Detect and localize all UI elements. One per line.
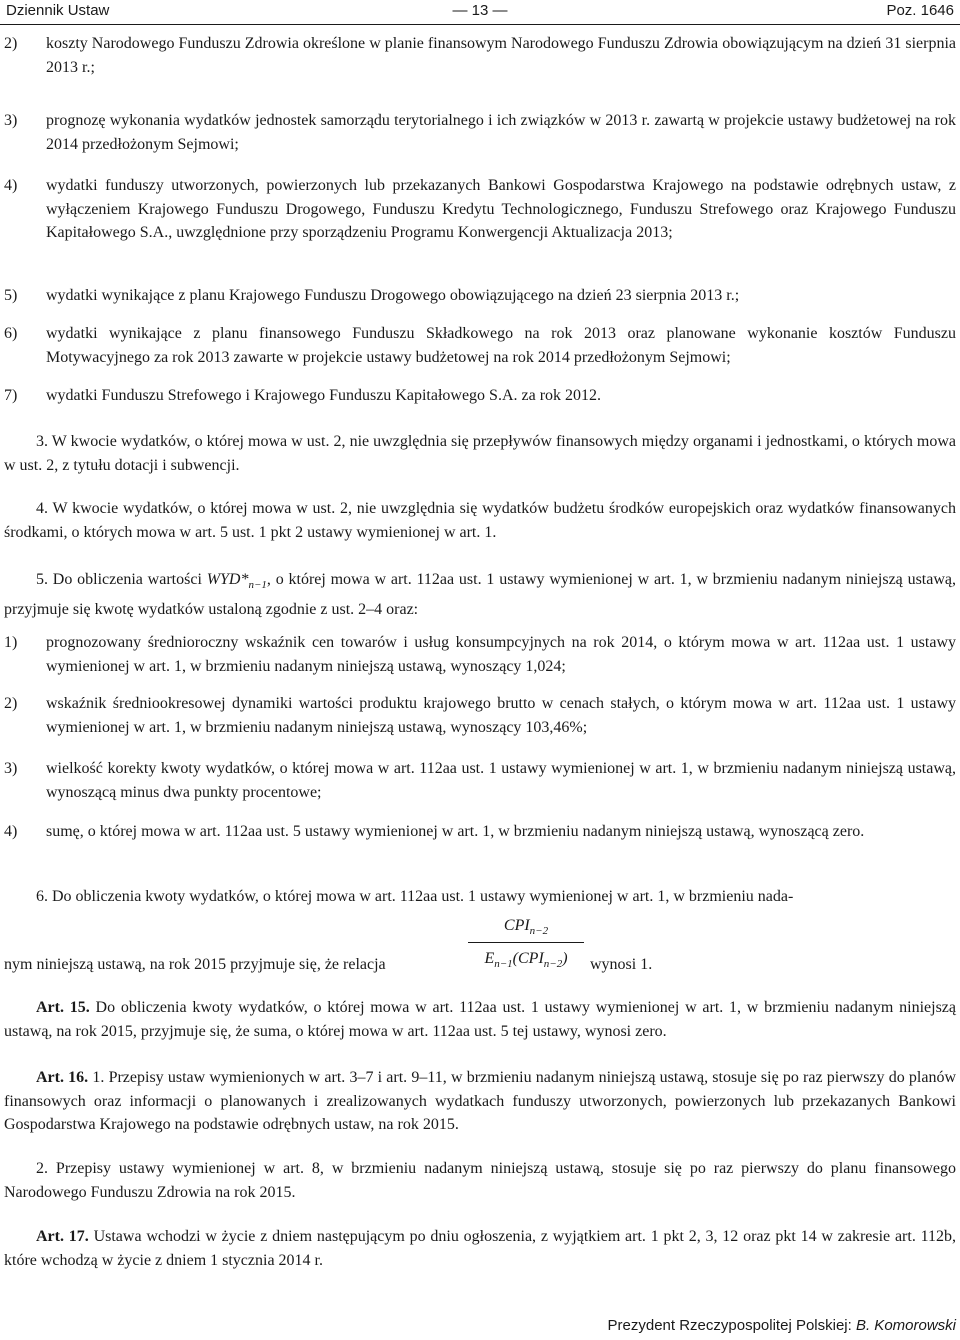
list-item-text: wielkość korekty kwoty wydatków, o której mowa w art. 112aa ust. 1 ustawy wymienionej w art. 1, w brzmieniu nadanym niniejszą ustawą, wynoszącą minus dwa punkty procentowe; — [46, 760, 956, 801]
signature — [608, 1316, 956, 1336]
formula-denominator: $E_{n-1}(CPI_{n-2})$ — [484, 950, 568, 971]
list-item — [4, 322, 956, 369]
list-item-number: 5) — [4, 287, 18, 304]
list-item-number: 2) — [4, 695, 18, 712]
list-item-text: wydatki funduszy utworzonych, powierzonych lub przekazanych Bankowi Gospodarstwa Krajowego na podstawie odrębnych ustaw, z wyłączeniem Krajowego Funduszu Drogowego, Funduszu Kredytu Technologicznego, Funduszu Strefowego oraz Krajowego Funduszu Kapitałowego S.A., uwzględnione przy sporządzeniu Programu Konwergencji Aktualizacja 2013; — [46, 177, 956, 241]
list-item-text: prognozowany średnioroczny wskaźnik cen towarów i usług konsumpcyjnych na rok 2014, o którym mowa w art. 112aa ust. 1 ustawy wymienionej w art. 1, w brzmieniu nadanym niniejszą ustawą, wynoszący 1,024; — [46, 634, 956, 675]
article-16 — [4, 1066, 956, 1137]
paragraph-6-line2: nym niniejszą ustawą, na rok 2015 przyjmuje się, że relacja — [4, 956, 386, 973]
list-item-number: 4) — [4, 823, 18, 840]
list-item — [4, 631, 956, 678]
signature-name: B. Komorowski — [855, 1317, 956, 1334]
article-15-label: Art. 15. — [36, 999, 90, 1016]
article-15-text: Do obliczenia kwoty wydatków, o której mowa w art. 112aa ust. 1 ustawy wymienionej w art. 1, w brzmieniu nadanym niniejszą ustawą, na rok 2015, przyjmuje się, że suma, o której mowa w art. 112aa ust. 5 tej ustawy, wynosi zero. — [4, 999, 957, 1040]
list-item — [4, 692, 956, 739]
list-item — [4, 174, 956, 245]
position-number: Poz. 1646 — [886, 2, 954, 19]
list-item — [4, 757, 956, 804]
article-16-text: 1. Przepisy ustaw wymienionych w art. 3–7 i art. 9–11, w brzmieniu nadanym niniejszą ustawą, stosuje się po raz pierwszy do planów finansowych oraz informacji o planowanych i zrealizowanych wydatkach funduszy utworzonych, powierzonych lub przekazanych Bankowi Gospodarstwa Krajowego na podstawie odrębnych ustaw, na rok 2015. — [4, 1069, 957, 1133]
article-16-paragraph-2: 2. Przepisy ustawy wymienionej w art. 8, w brzmieniu nadanym niniejszą ustawą, stosuje się po raz pierwszy do planu finansowego Narodowego Funduszu Zdrowia na rok 2015. — [4, 1160, 956, 1201]
signature-title: Prezydent Rzeczypospolitej Polskiej: — [607, 1317, 856, 1334]
list-item-text: wydatki wynikające z planu Krajowego Funduszu Drogowego obowiązującego na dzień 23 sierpnia 2013 r.; — [46, 287, 740, 304]
article-17-label: Art. 17. — [36, 1228, 89, 1245]
paragraph-3: 3. W kwocie wydatków, o której mowa w ust. 2, nie uwzględnia się przepływów finansowych między organami i jednostkami, o których mowa w ust. 2, z tytułu dotacji i subwencji. — [4, 433, 956, 474]
journal-title: Dziennik Ustaw — [6, 2, 110, 19]
paragraph-6-result: wynosi 1. — [590, 956, 653, 973]
article-17 — [4, 1225, 956, 1272]
paragraph-5-rest: , o której mowa w art. 112aa ust. 1 ustawy wymienionej w art. 1, w brzmieniu nadanym niniejszą ustawą, przyjmuje się kwotę wydatków ustaloną zgodnie z ust. 2–4 oraz: — [4, 571, 957, 618]
list-item — [4, 820, 956, 844]
list-item-text: sumę, o której mowa w art. 112aa ust. 5 ustawy wymienionej w art. 1, w brzmieniu nadanym niniejszą ustawą, wynoszącą zero. — [46, 823, 865, 840]
list-item-text: koszty Narodowego Funduszu Zdrowia określone w planie finansowym Narodowego Funduszu Zdrowia obowiązującym na dzień 31 sierpnia 2013 r.; — [46, 35, 956, 76]
list-item — [4, 384, 956, 408]
list-item-number: 7) — [4, 387, 18, 404]
paragraph-5-lead: 5. Do obliczenia wartości — [36, 571, 207, 588]
list-item — [4, 32, 956, 79]
wyd-symbol: $WYD*_{n-1}$ — [206, 571, 267, 592]
list-item-number: 6) — [4, 325, 18, 342]
list-item-number: 3) — [4, 760, 18, 777]
list-item-number: 2) — [4, 35, 18, 52]
cpi-relation-formula — [468, 912, 584, 978]
paragraph-5 — [4, 568, 956, 621]
list-item-text: wydatki Funduszu Strefowego i Krajowego Funduszu Kapitałowego S.A. za rok 2012. — [46, 387, 602, 404]
paragraph-6-line1: 6. Do obliczenia kwoty wydatków, o której mowa w art. 112aa ust. 1 ustawy wymienionej w art. 1, w brzmieniu nada- — [36, 888, 794, 905]
article-15 — [4, 996, 956, 1043]
list-item-number: 4) — [4, 177, 18, 194]
list-item-text: prognozę wykonania wydatków jednostek samorządu terytorialnego i ich związków w 2013 r. zawartą w projekcie ustawy budżetowej na rok 2014 przedłożonym Sejmowi; — [46, 112, 956, 153]
list-item-text: wskaźnik średniookresowej dynamiki wartości produktu krajowego brutto w cenach stałych, o którym mowa w art. 112aa ust. 1 ustawy wymienionej w art. 1, w brzmieniu nadanym niniejszą ustawą, wynoszący 103,46%; — [46, 695, 956, 736]
list-item-number: 3) — [4, 112, 18, 129]
page-number: — 13 — — [452, 2, 508, 19]
formula-numerator: $CPI_{n-2}$ — [468, 912, 584, 943]
page-header — [0, 0, 960, 25]
list-item — [4, 109, 956, 156]
article-17-text: Ustawa wchodzi w życie z dniem następującym po dniu ogłoszenia, z wyjątkiem art. 1 pkt 2, 3, 12 oraz pkt 14 w zakresie art. 112b, które wchodzą w życie z dniem 1 stycznia 2014 r. — [4, 1228, 957, 1269]
list-item-number: 1) — [4, 634, 18, 651]
paragraph-4: 4. W kwocie wydatków, o której mowa w ust. 2, nie uwzględnia się wydatków budżetu środków europejskich oraz wydatków finansowanych środkami, o których mowa w art. 5 ust. 1 pkt 2 ustawy wymienionej w art. 1. — [4, 500, 956, 541]
list-item-text: wydatki wynikające z planu finansowego Funduszu Składkowego na rok 2013 oraz planowane wykonanie kosztów Funduszu Motywacyjnego za rok 2013 zawarte w projekcie ustawy budżetowej na rok 2014 przedłożonym Sejmowi; — [46, 325, 956, 366]
list-item — [4, 284, 956, 308]
article-16-label: Art. 16. — [36, 1069, 89, 1086]
